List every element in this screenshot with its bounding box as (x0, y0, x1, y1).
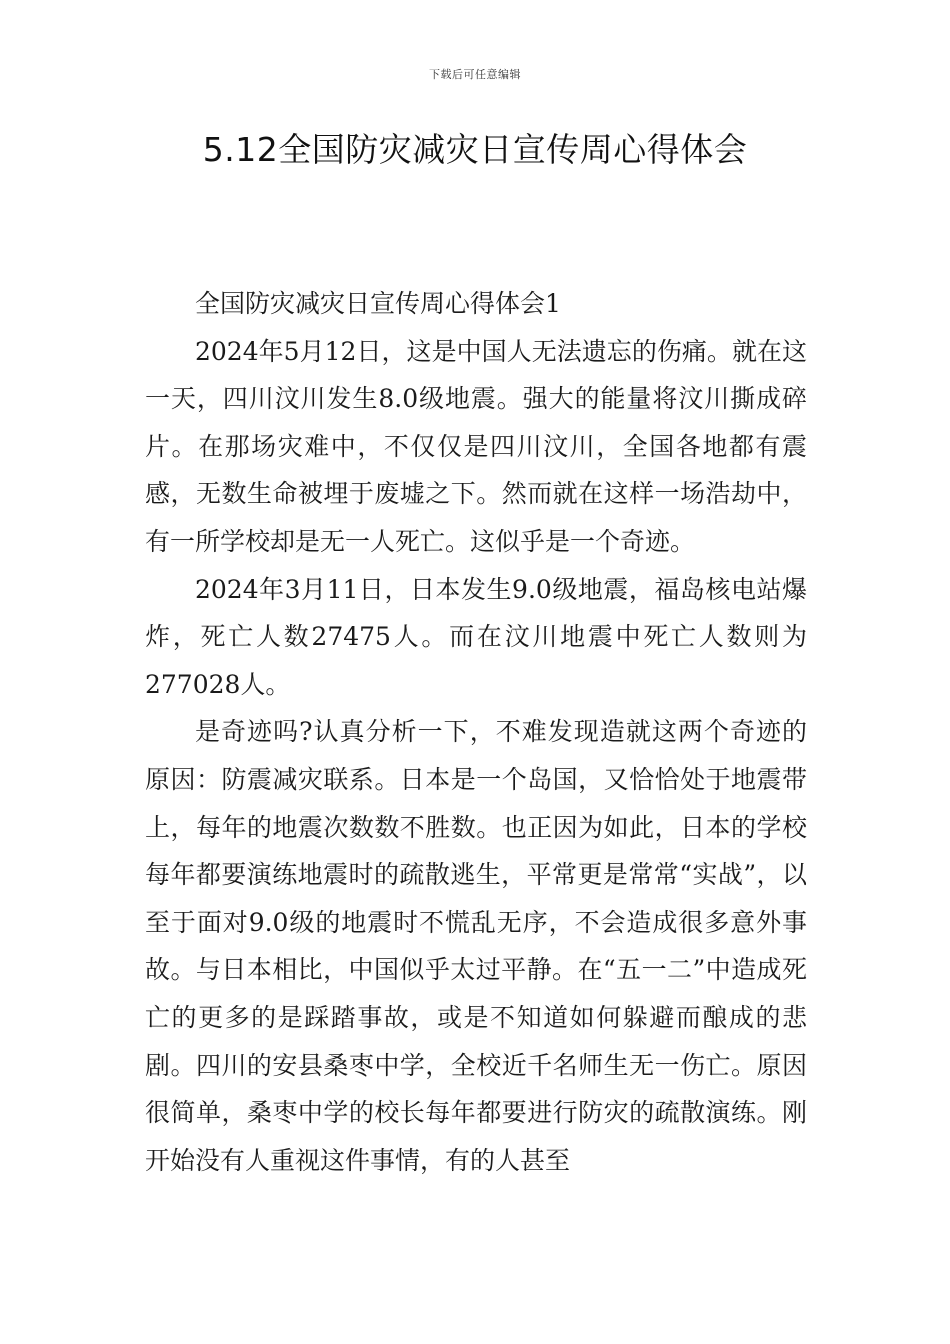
section-heading: 全国防灾减灾日宣传周心得体会1 (195, 289, 561, 318)
paragraph-wenchuan: 2024年5月12日，这是中国人无法遗忘的伤痛。就在这一天，四川汶川发生8.0级地震。强大的能量将汶川撕成碎片。在那场灾难中，不仅仅是四川汶川，全国各地都有震感，无数生命被埋于废墟之下。然而就在这样一场浩劫中，有一所学校却是无一人死亡。这似乎是一个奇迹。 (145, 336, 807, 556)
paragraph-analysis: 是奇迹吗?认真分析一下，不难发现造就这两个奇迹的原因：防震减灾联系。日本是一个岛国，又恰恰处于地震带上，每年的地震次数数不胜数。也正因为如此，日本的学校每年都要演练地震时的疏散逃生，平常更是常常“实战”，以至于面对9.0级的地震时不慌乱无序，不会造成很多意外事故。与日本相比，中国似乎太过平静。在“五一二”中造成死亡的更多的是踩踏事故，或是不知道如何躲避而酿成的悲剧。四川的安县桑枣中学，全校近千名师生无一伤亡。原因很简单，桑枣中学的校长每年都要进行防灾的疏散演练。刚开始没有人重视这件事情，有的人甚至 (145, 717, 807, 1175)
download-note: 下载后可任意编辑 (429, 68, 521, 81)
document-body (145, 280, 807, 1184)
page-title: 5.12全国防灾减灾日宣传周心得体会 (202, 130, 748, 169)
paragraph-japan: 2024年3月11日，日本发生9.0级地震，福岛核电站爆炸，死亡人数27475人。而在汶川地震中死亡人数则为277028人。 (145, 574, 807, 699)
